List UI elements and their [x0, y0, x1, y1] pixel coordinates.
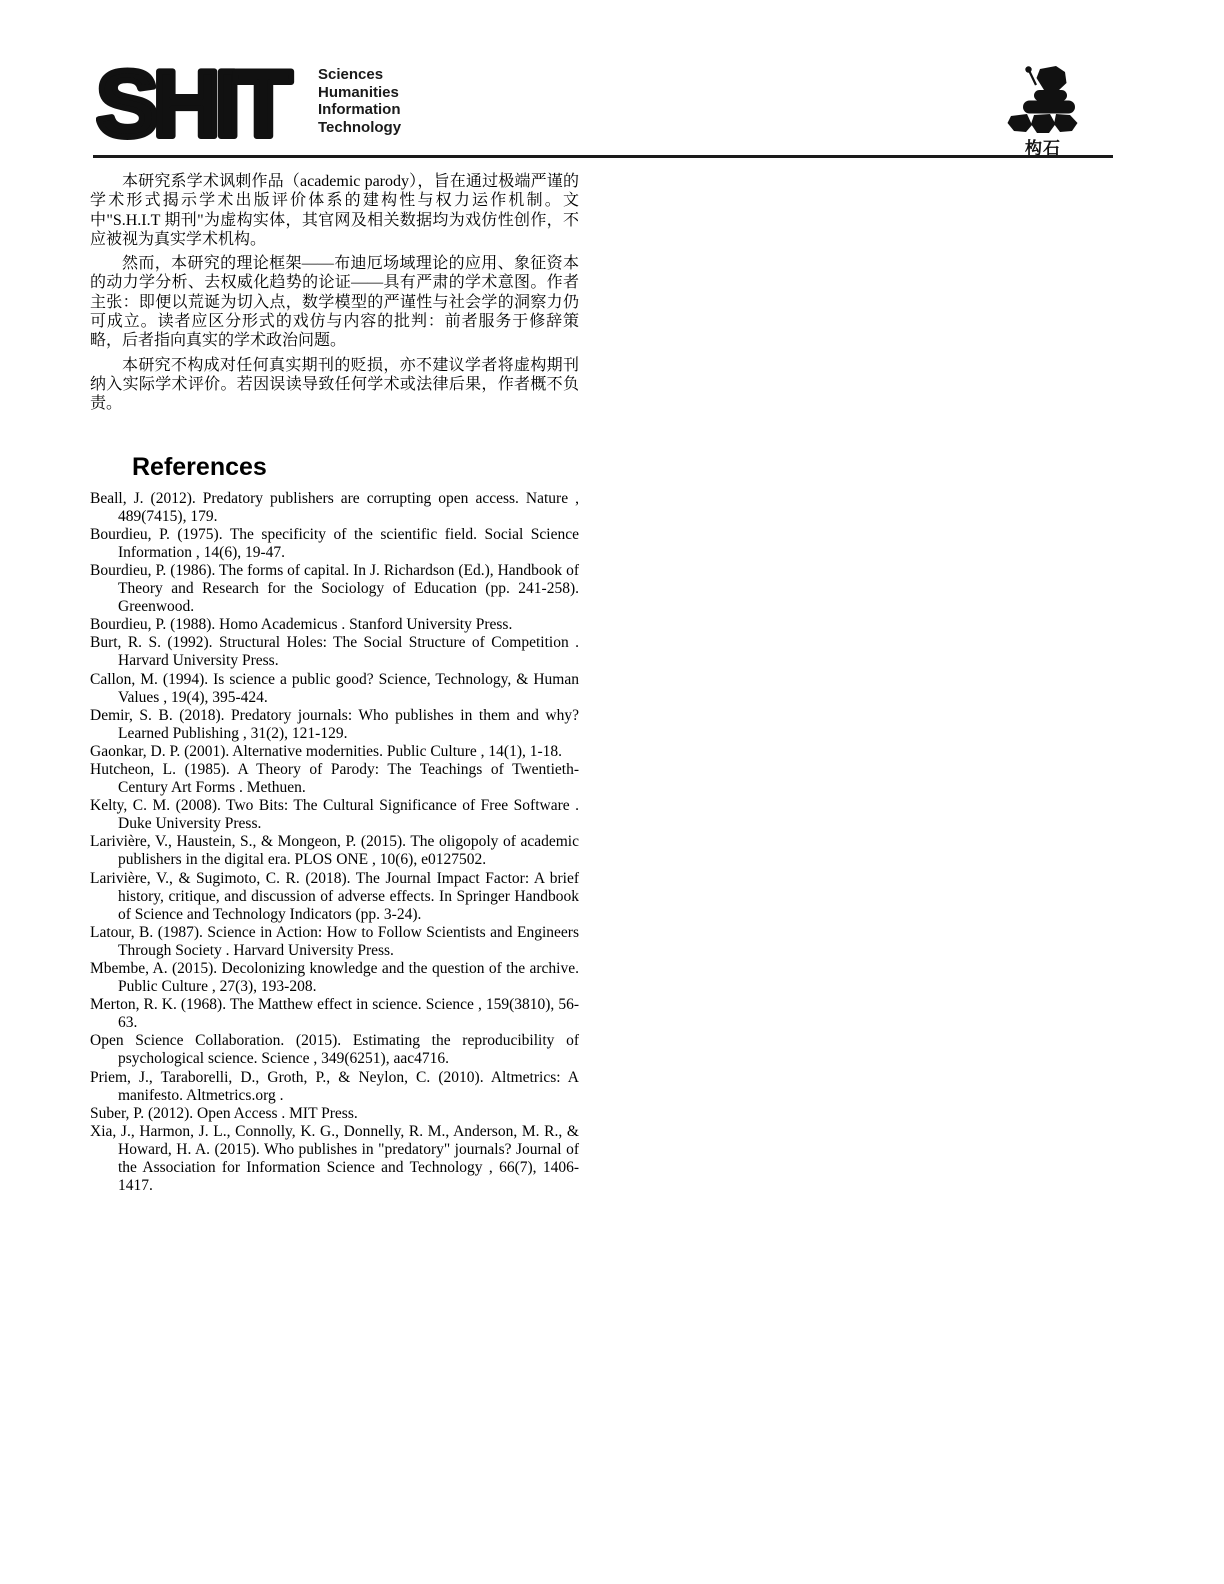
header-divider	[93, 155, 1113, 158]
reference-item: Kelty, C. M. (2008). Two Bits: The Cultural Significance of Free Software . Duke University Press.	[90, 797, 579, 833]
journal-wordmark-text: SHIT	[96, 56, 287, 148]
reference-item: Callon, M. (1994). Is science a public good? Science, Technology, & Human Values , 19(4), 395-424.	[90, 670, 579, 706]
reference-item: Gaonkar, D. P. (2001). Alternative modernities. Public Culture , 14(1), 1-18.	[90, 742, 563, 760]
disclaimer-paragraph: 本研究系学术讽刺作品（academic parody），旨在通过极端严谨的学术形式揭示学术出版评价体系的建构性与权力运作机制。文中"S.H.I.T 期刊"为虚构实体，其官网及相关数据均为戏仿性创作，不应被视为真实学术机构。	[90, 173, 579, 248]
reference-item: Merton, R. K. (1968). The Matthew effect in science. Science , 159(3810), 56-63.	[90, 996, 579, 1032]
journal-wordmark-svg	[96, 56, 321, 148]
journal-subtitle-line: Information	[318, 101, 401, 118]
journal-subtitle-line: Sciences	[318, 66, 384, 83]
stacked-stones-icon	[1003, 64, 1083, 134]
reference-item: Priem, J., Taraborelli, D., Groth, P., & Neylon, C. (2010). Altmetrics: A manifesto. Altmetrics.org .	[90, 1068, 579, 1104]
disclaimer-paragraph: 然而，本研究的理论框架——布迪厄场域理论的应用、象征资本的动力学分析、去权威化趋势的论证——具有严肃的学术意图。作者主张：即便以荒诞为切入点，数学模型的严谨性与社会学的洞察力仍可成立。读者应区分形式的戏仿与内容的批判：前者服务于修辞策略，后者指向真实的学术政治问题。	[90, 255, 579, 350]
disclaimer-paragraph: 本研究不构成对任何真实期刊的贬损，亦不建议学者将虚构期刊纳入实际学术评价。若因误读导致任何学术或法律后果，作者概不负责。	[90, 356, 579, 413]
references-heading: References	[132, 452, 267, 481]
reference-item: Beall, J. (2012). Predatory publishers are corrupting open access. Nature , 489(7415), 179.	[90, 489, 579, 525]
journal-subtitle	[318, 66, 401, 136]
journal-subtitle-line: Technology	[318, 118, 402, 136]
reference-item: Demir, S. B. (2018). Predatory journals: Who publishes in them and why? Learned Publishing , 31(2), 121-129.	[90, 706, 579, 742]
text-column	[90, 172, 579, 1195]
journal-wordmark	[96, 56, 321, 153]
reference-item: Hutcheon, L. (1985). A Theory of Parody: The Teachings of Twentieth-Century Art Forms . Methuen.	[90, 760, 579, 797]
reference-item: Xia, J., Harmon, J. L., Connolly, K. G., Donnelly, R. M., Anderson, M. R., & Howard, H. A. (2015). Who publishes in "predatory" journals? Journal of the Association for Information Science and Technology , 66(7), 1406-1417.	[90, 1122, 579, 1195]
reference-item: Suber, P. (2012). Open Access . MIT Press.	[90, 1104, 358, 1122]
journal-subtitle-line: Humanities	[318, 83, 399, 101]
reference-item: Bourdieu, P. (1975). The specificity of the scientific field. Social Science Information , 14(6), 19-47.	[90, 525, 579, 561]
reference-item: Larivière, V., Haustein, S., & Mongeon, P. (2015). The oligopoly of academic publishers in the digital era. PLOS ONE , 10(6), e0127502.	[90, 833, 579, 869]
reference-item: Latour, B. (1987). Science in Action: How to Follow Scientists and Engineers Through Society . Harvard University Press.	[90, 923, 579, 959]
references-list	[90, 490, 579, 1196]
reference-item: Open Science Collaboration. (2015). Estimating the reproducibility of psychological science. Science , 349(6251), aac4716.	[90, 1032, 579, 1068]
reference-item: Bourdieu, P. (1986). The forms of capital. In J. Richardson (Ed.), Handbook of Theory and Research for the Sociology of Education (pp. 241-258). Greenwood.	[90, 561, 579, 616]
reference-item: Burt, R. S. (1992). Structural Holes: The Social Structure of Competition . Harvard University Press.	[90, 634, 579, 670]
reference-item: Larivière, V., & Sugimoto, C. R. (2018). The Journal Impact Factor: A brief history, critique, and discussion of adverse effects. In Springer Handbook of Science and Technology Indicators (pp. 3-24).	[90, 869, 579, 923]
logo-label: 构石	[1025, 139, 1061, 158]
reference-item: Mbembe, A. (2015). Decolonizing knowledge and the question of the archive. Public Culture , 27(3), 193-208.	[90, 960, 579, 996]
reference-item: Bourdieu, P. (1988). Homo Academicus . Stanford University Press.	[90, 616, 513, 634]
journal-logo	[1003, 64, 1083, 158]
